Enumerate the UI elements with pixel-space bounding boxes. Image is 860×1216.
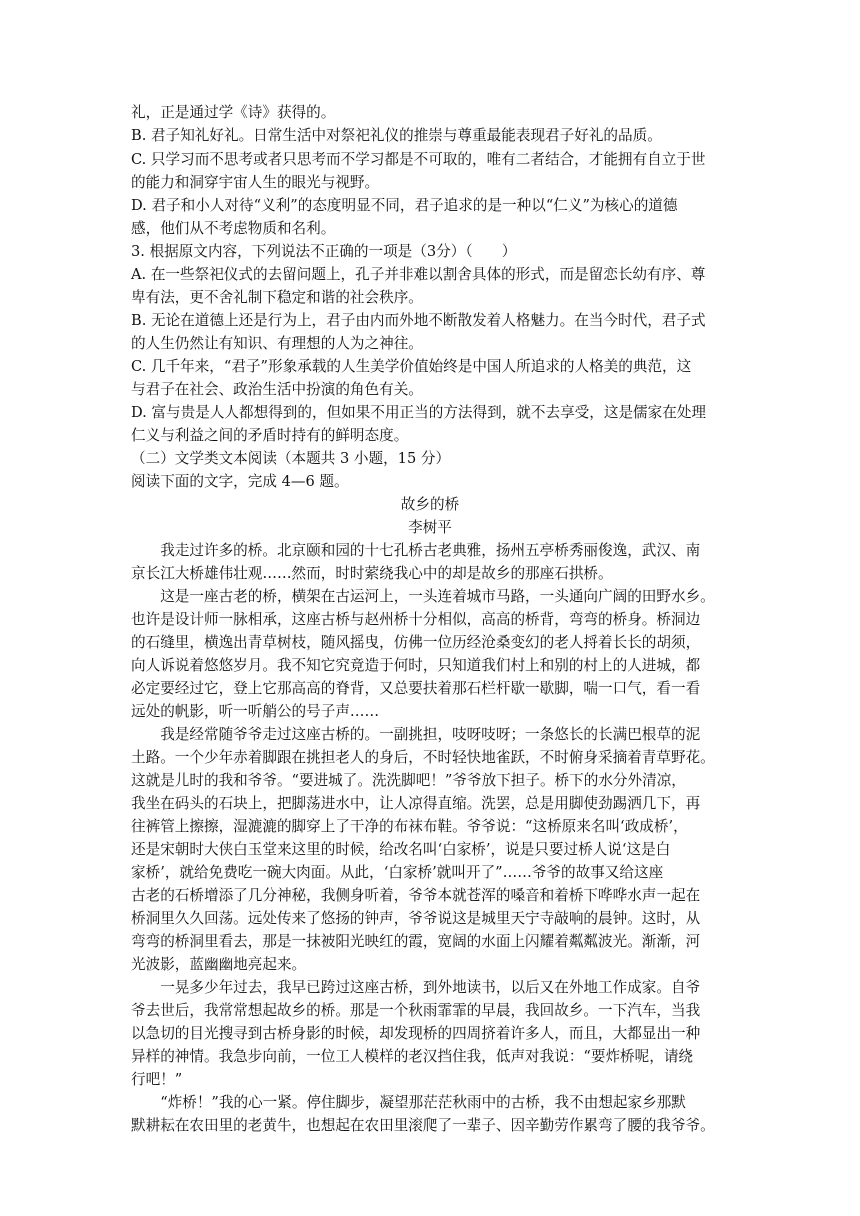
option-d-q2: D. 君子和小人对待“义利”的态度明显不同，君子追求的是一种以“仁义”为核心的道德 bbox=[131, 197, 678, 214]
paragraph-line: 一晃多少年过去，我早已跨过这座古桥，到外地读书，以后又在外地工作成家。自爷 bbox=[131, 979, 701, 996]
question-3: 3. 根据原文内容，下列说法不正确的一项是（3分）（ ） bbox=[131, 243, 517, 260]
text-line: 的人生仍然让有知识、有理想的人为之神往。 bbox=[131, 335, 423, 352]
paragraph-line: 桥洞里久久回荡。远处传来了悠扬的钟声，爷爷说这是城里天宁寺敲响的晨钟。这时，从 bbox=[131, 910, 701, 927]
paragraph-line: 土路。一个少年赤着脚跟在挑担老人的身后，不时轻快地雀跃，不时俯身采摘着青草野花。 bbox=[131, 749, 715, 766]
paragraph-line: 这就是儿时的我和爷爷。“要进城了。洗洗脚吧！”爷爷放下担子。桥下的水分外清凉， bbox=[131, 772, 686, 789]
paragraph-line: “炸桥！”我的心一紧。停住脚步，凝望那茫茫秋雨中的古桥，我不由想起家乡那默 bbox=[131, 1094, 686, 1111]
paragraph-line: 家桥’，就给免费吃一碗大肉面。从此，‘白家桥’就叫开了”……爷爷的故事又给这座 bbox=[131, 864, 664, 881]
text-line: 礼，正是通过学《诗》获得的。 bbox=[131, 104, 336, 121]
paragraph-line: 京长江大桥雄伟壮观……然而，时时萦绕我心中的却是故乡的那座石拱桥。 bbox=[131, 565, 613, 582]
paragraph-line: 古老的石桥增添了几分神秘，我侧身听着，爷爷本就苍浑的嗓音和着桥下哗哗水声一起在 bbox=[131, 887, 701, 904]
text-line: 感，他们从不考虑物质和名利。 bbox=[131, 220, 336, 237]
paragraph-line: 弯弯的桥洞里看去，那是一抹被阳光映红的霞，宽阔的水面上闪耀着粼粼波光。渐渐，河 bbox=[131, 933, 701, 950]
reading-instruction: 阅读下面的文字，完成 4—6 题。 bbox=[131, 473, 349, 490]
option-c-q2: C. 只学习而不思考或者只思考而不学习都是不可取的，唯有二者结合，才能拥有自立于世 bbox=[131, 151, 706, 168]
text-line: 仁义与利益之间的矛盾时持有的鲜明态度。 bbox=[131, 427, 409, 444]
paragraph-line: 也许是设计师一脉相承，这座古桥与赵州桥十分相似，高高的桥背，弯弯的桥身。桥洞边 bbox=[131, 611, 701, 628]
article-title: 故乡的桥 bbox=[400, 496, 460, 513]
paragraph-line: 这是一座古老的桥，横架在古运河上，一头连着城市马路，一头通向广阔的田野水乡。 bbox=[131, 588, 715, 605]
text-line: 与君子在社会、政治生活中扮演的角色有关。 bbox=[131, 381, 423, 398]
paragraph-line: 我走过许多的桥。北京颐和园的十七孔桥古老典雅，扬州五亭桥秀丽俊逸，武汉、南 bbox=[131, 542, 701, 559]
paragraph-line: 还是宋朝时大侠白玉堂来这里的时候，给改名叫‘白家桥’，说是只要过桥人说‘这是白 bbox=[131, 841, 671, 858]
paragraph-line: 光波影，蓝幽幽地亮起来。 bbox=[131, 956, 307, 973]
option-d-q3: D. 富与贵是人人都想得到的，但如果不用正当的方法得到，就不去享受，这是儒家在处理 bbox=[131, 404, 707, 421]
paragraph-line: 必定要经过它，登上它那高高的脊背，又总要扶着那石栏杆歇一歇脚，喘一口气，看一看 bbox=[131, 680, 701, 697]
option-b-q2: B. 君子知礼好礼。日常生活中对祭祀礼仪的推崇与尊重最能表现君子好礼的品质。 bbox=[131, 127, 662, 144]
text-line: 的能力和洞穿宇宙人生的眼光与视野。 bbox=[131, 174, 380, 191]
option-a-q3: A. 在一些祭祀仪式的去留问题上，孔子并非难以割舍具体的形式，而是留恋长幼有序、尊 bbox=[131, 266, 706, 283]
paragraph-line: 我是经常随爷爷走过这座古桥的。一副挑担，吱呀吱呀；一条悠长的长满巴根草的泥 bbox=[131, 726, 701, 743]
paragraph-line: 我坐在码头的石块上，把脚荡进水中，让人凉得直缩。洗罢，总是用脚使劲踢洒几下，再 bbox=[131, 795, 701, 812]
option-b-q3: B. 无论在道德上还是行为上，君子由内而外地不断散发着人格魅力。在当今时代，君子式 bbox=[131, 312, 706, 329]
paragraph-line: 以急切的目光搜寻到古桥身影的时候，却发现桥的四周挤着许多人，而且，大都显出一种 bbox=[131, 1025, 701, 1042]
section-heading: （二）文学类文本阅读（本题共 3 小题，15 分） bbox=[131, 450, 451, 467]
article-author: 李树平 bbox=[408, 519, 452, 536]
paragraph-line: 的石缝里，横逸出青草树枝，随风摇曳，仿佛一位历经沧桑变幻的老人捋着长长的胡须， bbox=[131, 634, 701, 651]
option-c-q3: C. 几千年来，“君子”形象承载的人生美学价值始终是中国人所追求的人格美的典范，这 bbox=[131, 358, 692, 375]
paragraph-line: 远处的帆影，听一听艄公的号子声…… bbox=[131, 703, 380, 720]
text-line: 卑有法，更不舍礼制下稳定和谐的社会秩序。 bbox=[131, 289, 423, 306]
paragraph-line: 爷去世后，我常常想起故乡的桥。那是一个秋雨霏霏的早晨，我回故乡。一下汽车，当我 bbox=[131, 1002, 701, 1019]
paragraph-line: 行吧！” bbox=[131, 1071, 183, 1088]
paragraph-line: 异样的神情。我急步向前，一位工人模样的老汉挡住我，低声对我说：“要炸桥呢，请绕 bbox=[131, 1048, 694, 1065]
paragraph-line: 向人诉说着悠悠岁月。我不知它究竟造于何时，只知道我们村上和别的村上的人进城，都 bbox=[131, 657, 701, 674]
paragraph-line: 往裤管上擦擦，湿漉漉的脚穿上了干净的布袜布鞋。爷爷说：“这桥原来名叫‘政成桥’， bbox=[131, 818, 688, 835]
paragraph-line: 默耕耘在农田里的老黄牛，也想起在农田里滚爬了一辈子、因辛勤劳作累弯了腰的我爷爷。 bbox=[131, 1117, 715, 1134]
